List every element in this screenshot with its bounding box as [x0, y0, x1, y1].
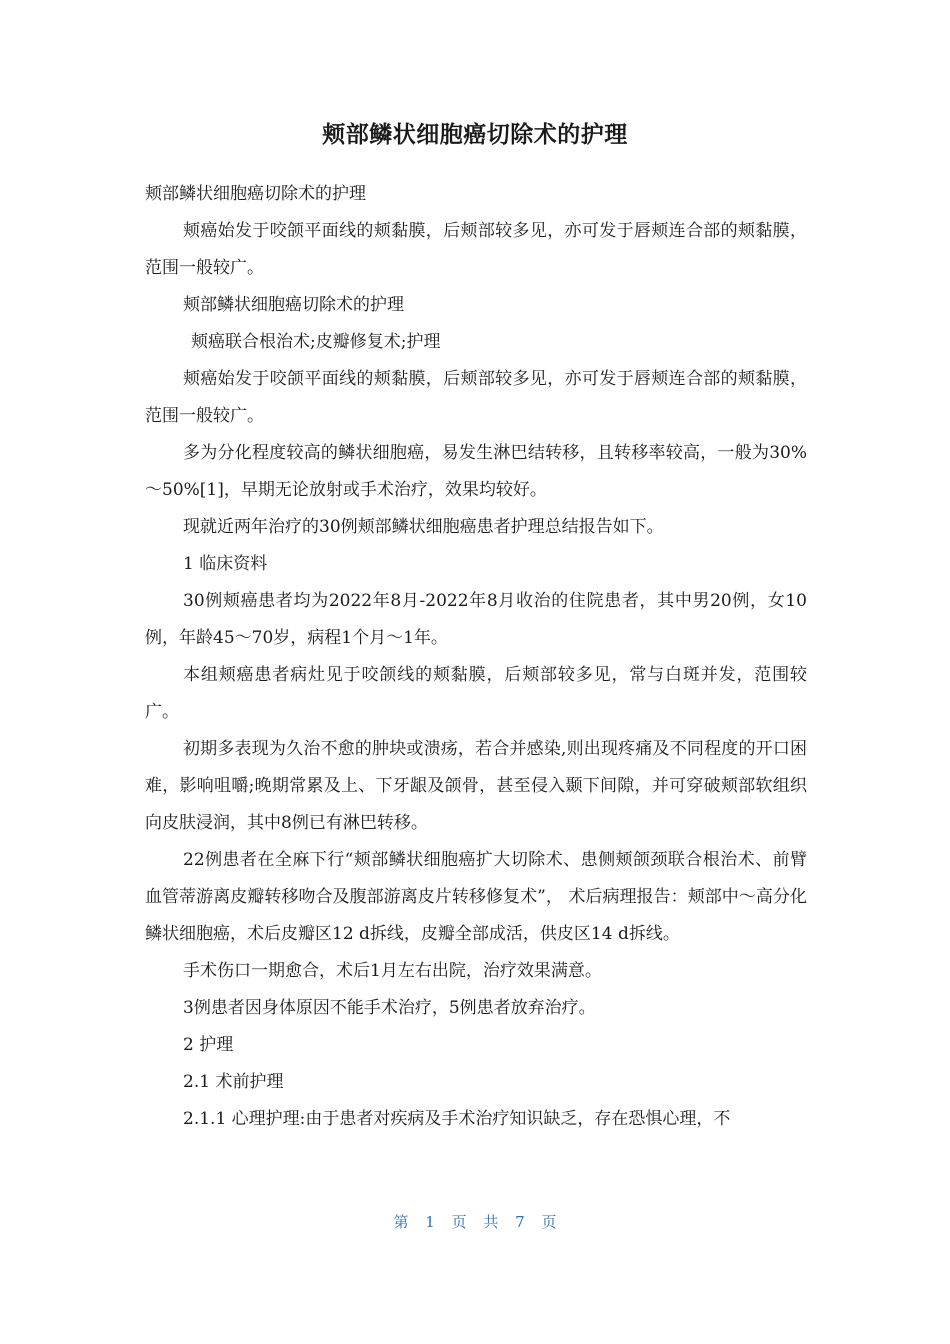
paragraph: 现就近两年治疗的30例颊部鳞状细胞癌患者护理总结报告如下。 [183, 517, 664, 537]
paragraph: 本组颊癌患者病灶见于咬颌线的颊黏膜，后颊部较多见，常与白斑并发，范围较广。 [145, 665, 807, 722]
section-heading: 1 临床资料 [183, 554, 268, 574]
paragraph: 手术伤口一期愈合，术后1月左右出院，治疗效果满意。 [183, 961, 602, 981]
paragraph: 多为分化程度较高的鳞状细胞癌，易发生淋巴结转移，且转移率较高，一般为30%～50%[1]，早期无论放射或手术治疗，效果均较好。 [145, 443, 807, 500]
page-footer: 第 1 页 共 7 页 [393, 1213, 557, 1231]
paragraph: 3例患者因身体原因不能手术治疗，5例患者放弃治疗。 [183, 998, 596, 1018]
paragraph: 颊癌始发于咬颌平面线的颊黏膜，后颊部较多见，亦可发于唇颊连合部的颊黏膜，范围一般较广。 [145, 369, 807, 426]
paragraph: 2.1.1 心理护理:由于患者对疾病及手术治疗知识缺乏，存在恐惧心理，不 [183, 1109, 731, 1129]
keywords: 颊癌联合根治术;皮瓣修复术;护理 [191, 332, 441, 352]
subsection-heading: 2.1 术前护理 [183, 1072, 284, 1092]
section-heading: 2 护理 [183, 1035, 234, 1055]
paragraph: 颊癌始发于咬颌平面线的颊黏膜，后颊部较多见，亦可发于唇颊连合部的颊黏膜，范围一般较广。 [145, 221, 807, 278]
paragraph: 初期多表现为久治不愈的肿块或溃疡，若合并感染,则出现疼痛及不同程度的开口困难，影响咀嚼;晚期常累及上、下牙龈及颌骨，甚至侵入颞下间隙，并可穿破颊部软组织向皮肤浸润，其中8例已有淋巴转移。 [145, 739, 807, 833]
paragraph: 22例患者在全麻下行“颊部鳞状细胞癌扩大切除术、患侧颊颌颈联合根治术、前臂血管蒂游离皮瓣转移吻合及腹部游离皮片转移修复术”， 术后病理报告：颊部中～高分化鳞状细胞癌，术后皮瓣区12 d拆线，皮瓣全部成活，供皮区14 d拆线。 [145, 850, 807, 944]
document-body [145, 176, 807, 1138]
paragraph: 颊部鳞状细胞癌切除术的护理 [183, 295, 404, 315]
paragraph: 30例颊癌患者均为2022年8月-2022年8月收治的住院患者，其中男20例，女10例，年龄45～70岁，病程1个月～1年。 [145, 591, 807, 648]
paragraph: 颊部鳞状细胞癌切除术的护理 [145, 184, 366, 204]
document-title: 颊部鳞状细胞癌切除术的护理 [322, 122, 628, 148]
